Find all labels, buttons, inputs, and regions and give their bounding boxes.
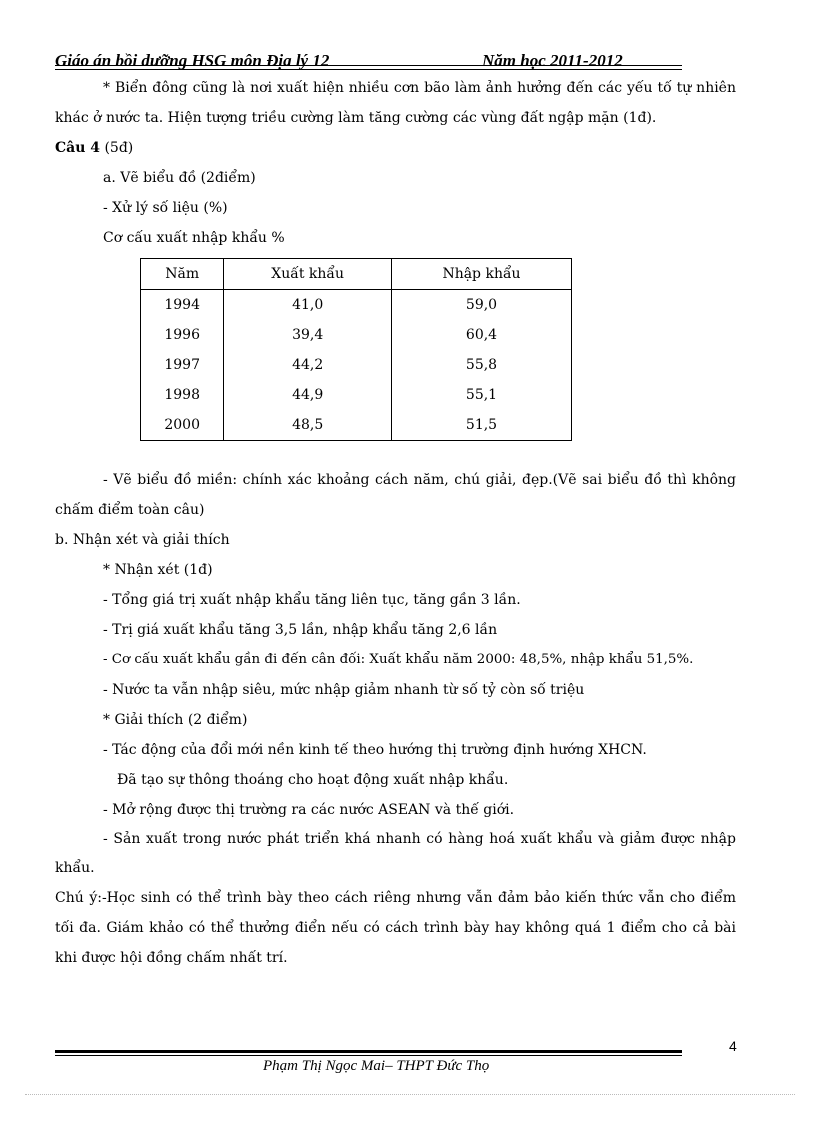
explanation-heading: * Giải thích (2 điểm) <box>103 712 248 728</box>
header-rule-top <box>55 65 682 66</box>
cell-export: 44,9 <box>224 380 392 410</box>
process-data-line: - Xử lý số liệu (%) <box>103 200 228 216</box>
table-caption: Cơ cấu xuất nhập khẩu % <box>103 230 285 246</box>
question-4-points: (5đ) <box>100 140 134 156</box>
comment-item: - Trị giá xuất khẩu tăng 3,5 lần, nhập khẩu tăng 2,6 lần <box>103 622 498 638</box>
header-rule-bottom <box>55 69 682 70</box>
cell-year: 1998 <box>141 380 224 410</box>
chart-instruction-line-1: - Vẽ biểu đồ miền: chính xác khoảng cách năm, chú giải, đẹp.(Vẽ sai biểu đồ thì không <box>103 472 736 488</box>
note-line-3: khi được hội đồng chấm nhất trí. <box>55 950 288 966</box>
cell-year: 1996 <box>141 320 224 350</box>
column-header-year: Năm <box>141 259 224 290</box>
part-a-title: a. Vẽ biểu đồ (2điểm) <box>103 170 256 186</box>
page-header <box>55 50 682 72</box>
explanation-item: - Tác động của đổi mới nền kinh tế theo hướng thị trường định hướng XHCN. <box>103 742 647 758</box>
note-line-2: tối đa. Giám khảo có thể thưởng điển nếu có cách trình bày hay không quá 1 điểm cho cả bài <box>55 920 736 936</box>
cell-export: 44,2 <box>224 350 392 380</box>
footer-dash: – <box>385 1058 397 1074</box>
table-header-row <box>141 259 572 290</box>
question-4-label: Câu 4 <box>55 140 101 156</box>
part-b-title: b. Nhận xét và giải thích <box>55 532 230 548</box>
footer-author: Phạm Thị Ngọc Mai <box>263 1058 386 1074</box>
cell-import: 59,0 <box>392 290 572 321</box>
table-row <box>141 290 572 321</box>
cell-year: 1997 <box>141 350 224 380</box>
bottom-dotted-line <box>25 1094 795 1095</box>
comment-item: - Cơ cấu xuất khẩu gần đi đến cân đối: Xuất khẩu năm 2000: 48,5%, nhập khẩu 51,5%. <box>103 652 694 667</box>
explanation-item: - Mở rộng được thị trường ra các nước ASEAN và thế giới. <box>103 802 515 818</box>
cell-import: 51,5 <box>392 410 572 441</box>
explanation-item: - Sản xuất trong nước phát triển khá nhanh có hàng hoá xuất khẩu và giảm được nhập <box>103 831 736 847</box>
table-row <box>141 320 572 350</box>
cell-import: 55,8 <box>392 350 572 380</box>
cell-import: 55,1 <box>392 380 572 410</box>
cell-export: 39,4 <box>224 320 392 350</box>
question-4-heading <box>55 138 133 158</box>
table-row <box>141 410 572 441</box>
header-title: Giáo án bồi dưỡng HSG môn Địa lý 12 <box>55 51 330 70</box>
paragraph-bien-dong-line-1: * Biển đông cũng là nơi xuất hiện nhiều cơn bão làm ảnh hưởng đến các yếu tố tự nhiên <box>103 80 736 96</box>
column-header-import: Nhập khẩu <box>392 259 572 290</box>
column-header-export: Xuất khẩu <box>224 259 392 290</box>
note-line-1: Chú ý:-Học sinh có thể trình bày theo cách riêng nhưng vẫn đảm bảo kiến thức vẫn cho điểm <box>55 890 736 906</box>
comments-heading: * Nhận xét (1đ) <box>103 562 213 578</box>
comment-item: - Tổng giá trị xuất nhập khẩu tăng liên tục, tăng gần 3 lần. <box>103 592 521 608</box>
import-export-table <box>140 258 572 441</box>
cell-export: 41,0 <box>224 290 392 321</box>
header-school-year: Năm học 2011-2012 <box>482 51 623 70</box>
chart-instruction-line-2: chấm điểm toàn câu) <box>55 502 205 518</box>
footer-school: THPT Đức Thọ <box>396 1058 490 1074</box>
page-number: 4 <box>729 1038 737 1054</box>
cell-year: 1994 <box>141 290 224 321</box>
explanation-item-continued: khẩu. <box>55 860 95 876</box>
footer-rule-thin <box>55 1055 682 1056</box>
table-row <box>141 350 572 380</box>
cell-export: 48,5 <box>224 410 392 441</box>
comment-item: - Nước ta vẫn nhập siêu, mức nhập giảm nhanh từ số tỷ còn số triệu <box>103 682 585 698</box>
page-footer <box>263 1058 489 1075</box>
explanation-item-continued: Đã tạo sự thông thoáng cho hoạt động xuất nhập khẩu. <box>117 772 509 788</box>
table-row <box>141 380 572 410</box>
paragraph-bien-dong-line-2: khác ở nước ta. Hiện tượng triều cường làm tăng cường các vùng đất ngập mặn (1đ). <box>55 110 657 126</box>
cell-year: 2000 <box>141 410 224 441</box>
footer-rule-thick <box>55 1050 682 1053</box>
cell-import: 60,4 <box>392 320 572 350</box>
